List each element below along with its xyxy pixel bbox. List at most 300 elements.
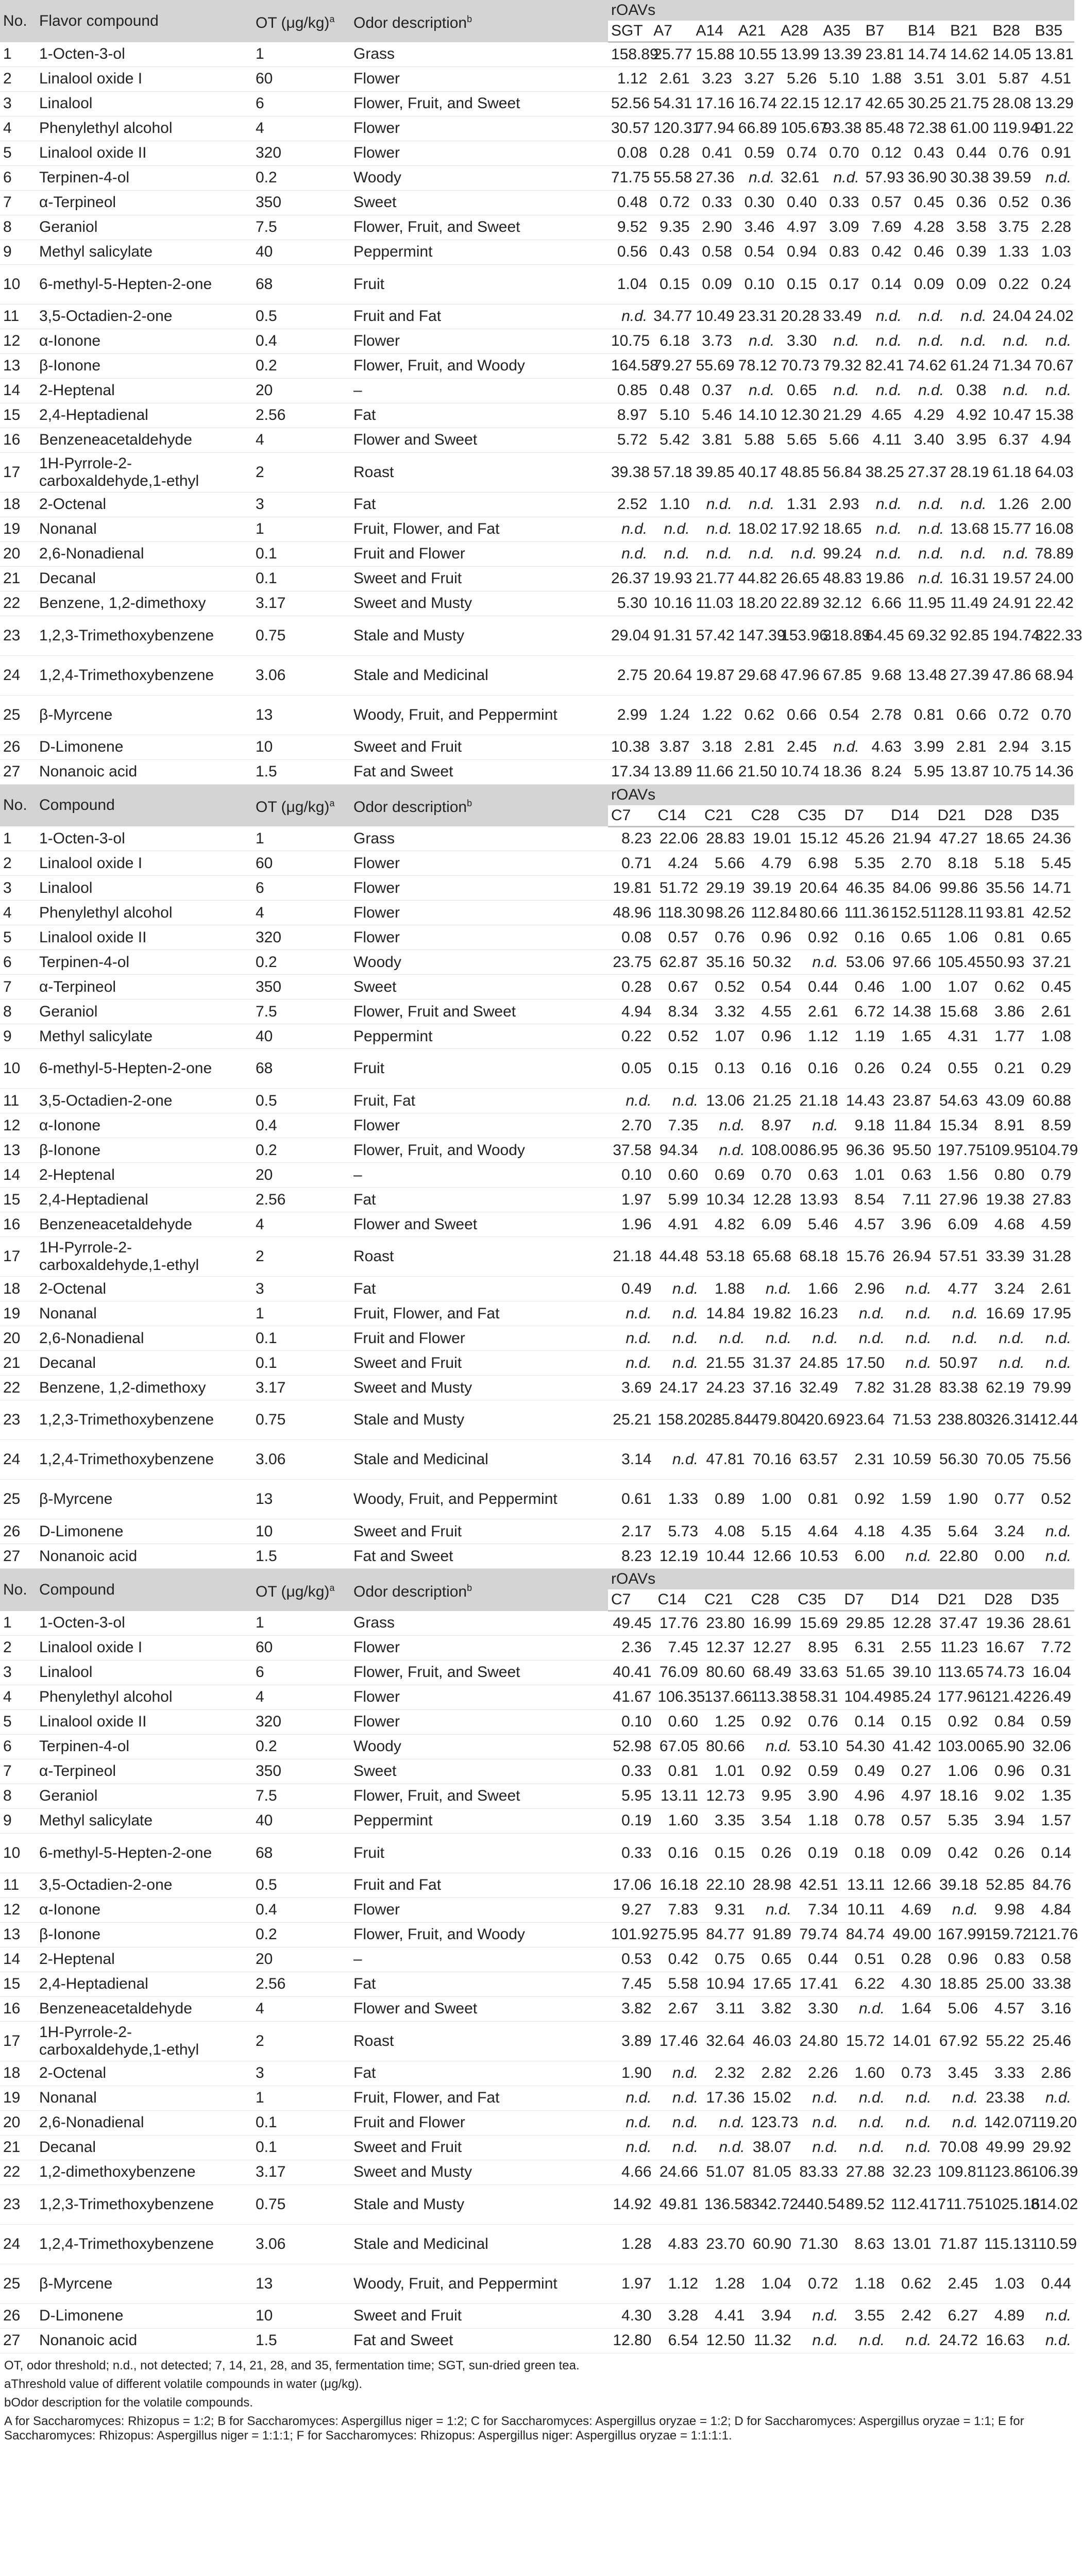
cell-roav: 24.00: [1032, 566, 1074, 591]
header-roavs: rOAVs: [608, 785, 1074, 805]
cell-roav: 84.06: [888, 876, 935, 901]
cell-roav: 12.37: [701, 1635, 748, 1660]
cell-roav: 65.68: [748, 1237, 795, 1277]
cell-roav: 1.33: [989, 240, 1032, 264]
cell-roav: 0.76: [989, 141, 1032, 165]
cell-roav: 29.19: [701, 876, 748, 901]
cell-roav: 121.76: [1028, 1922, 1075, 1947]
table-row: [0, 66, 1074, 91]
cell-compound: 2-Octenal: [36, 492, 252, 517]
cell-roav: 36.90: [905, 165, 947, 190]
cell-roav: 3.54: [748, 1808, 795, 1833]
cell-roav: n.d.: [905, 304, 947, 329]
cell-roav: 0.89: [701, 1480, 748, 1519]
cell-roav: 0.79: [1028, 1163, 1075, 1188]
cell-roav: 9.02: [981, 1784, 1028, 1808]
cell-roav: 0.80: [981, 1163, 1028, 1188]
cell-roav: 7.45: [608, 1972, 655, 1996]
cell-roav: 7.45: [655, 1635, 702, 1660]
column-header: A14: [693, 21, 735, 42]
cell-roav: 79.99: [1028, 1376, 1075, 1400]
table-row: [0, 1922, 1074, 1947]
cell-roav: 86.95: [794, 1138, 841, 1163]
cell-roav: n.d.: [650, 541, 692, 566]
cell-roav: 25.46: [1028, 2021, 1075, 2061]
cell-roav: 121.42: [981, 1685, 1028, 1709]
cell-roav: 21.75: [947, 91, 989, 116]
cell-roav: 0.92: [748, 1759, 795, 1784]
cell-roav: 70.05: [981, 1440, 1028, 1480]
cell-roav: 53.10: [794, 1734, 841, 1759]
cell-compound: Phenylethyl alcohol: [36, 1685, 252, 1709]
cell-roav: 1.12: [655, 2264, 702, 2303]
cell-roav: 2.86: [1028, 2061, 1075, 2086]
cell-roav: 3.32: [701, 999, 748, 1024]
cell-compound: 2-Heptenal: [36, 378, 252, 403]
cell-roav: 0.15: [777, 264, 820, 304]
table-row: [0, 1138, 1074, 1163]
table-row: [0, 452, 1074, 492]
cell-roav: 322.33: [1032, 616, 1074, 655]
cell-roav: 8.18: [935, 851, 982, 876]
cell-roav: 1.96: [608, 1212, 655, 1237]
column-header: B28: [989, 21, 1032, 42]
cell-roav: n.d.: [888, 2086, 935, 2110]
cell-roav: 33.49: [820, 304, 862, 329]
cell-no: 13: [0, 1922, 36, 1947]
cell-roav: 4.96: [841, 1784, 888, 1808]
cell-ot: 0.2: [252, 1138, 350, 1163]
cell-no: 19: [0, 517, 36, 541]
cell-roav: 3.15: [1032, 735, 1074, 759]
cell-roav: n.d.: [1032, 329, 1074, 353]
cell-roav: 70.67: [1032, 353, 1074, 378]
table-row: [0, 428, 1074, 452]
cell-roav: 68.18: [794, 1237, 841, 1277]
cell-roav: 15.88: [693, 42, 735, 67]
cell-odor: Fruit, Fat: [350, 1089, 608, 1113]
cell-roav: 4.59: [1028, 1212, 1075, 1237]
cell-roav: 0.96: [748, 925, 795, 950]
cell-roav: 2.00: [1032, 492, 1074, 517]
cell-roav: 0.83: [820, 240, 862, 264]
cell-roav: 0.19: [608, 1808, 655, 1833]
table-row: [0, 91, 1074, 116]
cell-ot: 68: [252, 264, 350, 304]
column-header: D35: [1028, 1589, 1075, 1611]
cell-ot: 4: [252, 1996, 350, 2021]
cell-roav: 0.24: [888, 1049, 935, 1089]
cell-roav: 16.99: [748, 1611, 795, 1636]
cell-roav: n.d.: [935, 2110, 982, 2135]
cell-odor: Fruit and Flower: [350, 2110, 608, 2135]
cell-roav: 0.16: [841, 925, 888, 950]
cell-roav: 52.85: [981, 1873, 1028, 1897]
cell-roav: 152.51: [888, 901, 935, 925]
cell-ot: 0.4: [252, 329, 350, 353]
cell-roav: 1.90: [608, 2061, 655, 2086]
cell-roav: 37.58: [608, 1138, 655, 1163]
cell-roav: n.d.: [841, 1326, 888, 1351]
cell-roav: 51.65: [841, 1660, 888, 1685]
cell-no: 26: [0, 2303, 36, 2328]
table-row: [0, 876, 1074, 901]
cell-roav: 26.49: [1028, 1685, 1075, 1709]
cell-roav: 60.88: [1028, 1089, 1075, 1113]
cell-ot: 350: [252, 975, 350, 999]
cell-roav: 6.00: [841, 1544, 888, 1569]
cell-roav: 4.82: [701, 1212, 748, 1237]
cell-roav: 14.10: [735, 403, 777, 428]
cell-roav: 19.81: [608, 876, 655, 901]
cell-roav: 14.36: [1032, 759, 1074, 784]
table-row: [0, 1519, 1074, 1544]
cell-roav: 24.80: [794, 2021, 841, 2061]
cell-roav: 0.28: [650, 141, 692, 165]
cell-ot: 20: [252, 1163, 350, 1188]
cell-no: 7: [0, 1759, 36, 1784]
cell-roav: 10.75: [989, 759, 1032, 784]
cell-odor: Roast: [350, 2021, 608, 2061]
cell-compound: 2,4-Heptadienal: [36, 403, 252, 428]
header-ot: [252, 0, 350, 42]
table-row: [0, 591, 1074, 616]
cell-ot: 2.56: [252, 1188, 350, 1212]
cell-roav: 21.29: [820, 403, 862, 428]
cell-roav: 67.05: [655, 1734, 702, 1759]
cell-roav: n.d.: [989, 378, 1032, 403]
cell-roav: 74.73: [981, 1660, 1028, 1685]
cell-roav: 91.89: [748, 1922, 795, 1947]
cell-ot: 0.1: [252, 1326, 350, 1351]
cell-roav: 13.39: [820, 42, 862, 67]
header-row: [0, 785, 1074, 805]
cell-roav: 21.50: [735, 759, 777, 784]
column-header: C35: [794, 805, 841, 827]
cell-roav: n.d.: [863, 378, 905, 403]
cell-roav: 0.49: [841, 1759, 888, 1784]
cell-no: 18: [0, 2061, 36, 2086]
cell-roav: 21.94: [888, 826, 935, 851]
cell-odor: Fat: [350, 492, 608, 517]
header-ot-sup: a: [329, 13, 335, 24]
cell-roav: 4.30: [608, 2303, 655, 2328]
cell-roav: 4.68: [981, 1212, 1028, 1237]
cell-roav: 1.26: [989, 492, 1032, 517]
cell-compound: Phenylethyl alcohol: [36, 116, 252, 141]
cell-ot: 1.5: [252, 759, 350, 784]
cell-roav: 2.78: [863, 695, 905, 735]
header-odor: [350, 1569, 608, 1611]
cell-roav: 24.17: [655, 1376, 702, 1400]
cell-roav: 13.11: [841, 1873, 888, 1897]
cell-ot: 0.2: [252, 1922, 350, 1947]
cell-roav: 3.09: [820, 215, 862, 240]
cell-roav: 285.84: [701, 1400, 748, 1440]
cell-compound: Nonanoic acid: [36, 759, 252, 784]
column-header: D21: [935, 805, 982, 827]
cell-compound: 1-Octen-3-ol: [36, 1611, 252, 1636]
header-ot-label: OT (μg/kg): [256, 14, 330, 31]
cell-roav: 22.15: [777, 91, 820, 116]
cell-roav: 31.37: [748, 1351, 795, 1376]
cell-roav: 105.45: [935, 950, 982, 975]
cell-roav: 28.98: [748, 1873, 795, 1897]
cell-roav: 32.12: [820, 591, 862, 616]
cell-roav: 0.92: [794, 925, 841, 950]
cell-no: 18: [0, 492, 36, 517]
cell-roav: 80.66: [794, 901, 841, 925]
cell-roav: n.d.: [905, 541, 947, 566]
cell-no: 23: [0, 1400, 36, 1440]
cell-no: 17: [0, 1237, 36, 1277]
cell-roav: 17.16: [693, 91, 735, 116]
cell-no: 11: [0, 1089, 36, 1113]
cell-compound: Nonanal: [36, 1301, 252, 1326]
cell-roav: 0.72: [794, 2264, 841, 2303]
cell-roav: 0.14: [841, 1709, 888, 1734]
cell-roav: 26.37: [608, 566, 650, 591]
cell-roav: 5.18: [981, 851, 1028, 876]
cell-roav: 29.04: [608, 616, 650, 655]
cell-odor: Sweet and Fruit: [350, 2135, 608, 2160]
cell-roav: 89.52: [841, 2184, 888, 2224]
cell-compound: 2-Octenal: [36, 2061, 252, 2086]
cell-roav: 37.21: [1028, 950, 1075, 975]
cell-roav: 1.64: [888, 1996, 935, 2021]
cell-roav: 1.28: [701, 2264, 748, 2303]
cell-roav: 0.09: [693, 264, 735, 304]
cell-roav: 0.70: [1032, 695, 1074, 735]
cell-roav: 0.71: [608, 851, 655, 876]
cell-roav: 6.72: [841, 999, 888, 1024]
roav-table: [0, 785, 1078, 1569]
cell-odor: Stale and Medicinal: [350, 2224, 608, 2264]
cell-compound: 6-methyl-5-Hepten-2-one: [36, 1833, 252, 1873]
cell-roav: 17.41: [794, 1972, 841, 1996]
cell-roav: 0.54: [820, 695, 862, 735]
cell-roav: 1.60: [841, 2061, 888, 2086]
table-row: [0, 735, 1074, 759]
cell-roav: 1.01: [701, 1759, 748, 1784]
cell-roav: 3.28: [655, 2303, 702, 2328]
cell-odor: Fruit, Flower, and Fat: [350, 517, 608, 541]
cell-roav: 4.91: [655, 1212, 702, 1237]
cell-roav: 0.42: [863, 240, 905, 264]
header-ot-sup: a: [329, 798, 335, 809]
cell-roav: 1.25: [701, 1709, 748, 1734]
cell-roav: 53.06: [841, 950, 888, 975]
cell-roav: 318.89: [820, 616, 862, 655]
cell-roav: 2.90: [693, 215, 735, 240]
cell-roav: 0.62: [981, 975, 1028, 999]
header-compound: Flavor compound: [36, 0, 252, 42]
cell-odor: Flower: [350, 1685, 608, 1709]
header-odor-label: Odor description: [353, 14, 467, 31]
cell-roav: 5.10: [650, 403, 692, 428]
cell-roav: 0.81: [905, 695, 947, 735]
cell-compound: 2-Heptenal: [36, 1163, 252, 1188]
cell-roav: 19.57: [989, 566, 1032, 591]
cell-no: 6: [0, 165, 36, 190]
cell-roav: n.d.: [608, 304, 650, 329]
cell-roav: 12.17: [820, 91, 862, 116]
cell-roav: 0.70: [820, 141, 862, 165]
cell-compound: Decanal: [36, 1351, 252, 1376]
cell-roav: n.d.: [935, 1301, 982, 1326]
cell-ot: 13: [252, 1480, 350, 1519]
cell-no: 6: [0, 1734, 36, 1759]
cell-roav: 99.86: [935, 876, 982, 901]
cell-roav: 136.58: [701, 2184, 748, 2224]
cell-roav: 2.45: [777, 735, 820, 759]
cell-roav: 10.16: [650, 591, 692, 616]
cell-roav: 4.41: [701, 2303, 748, 2328]
cell-roav: 46.03: [748, 2021, 795, 2061]
cell-roav: 101.92: [608, 1922, 655, 1947]
cell-roav: 70.73: [777, 353, 820, 378]
cell-roav: 0.38: [947, 378, 989, 403]
cell-compound: Nonanoic acid: [36, 1544, 252, 1569]
cell-roav: n.d.: [888, 1544, 935, 1569]
cell-roav: 37.16: [748, 1376, 795, 1400]
cell-roav: 14.71: [1028, 876, 1075, 901]
cell-roav: 85.24: [888, 1685, 935, 1709]
cell-roav: 29.85: [841, 1611, 888, 1636]
cell-roav: 1.97: [608, 2264, 655, 2303]
cell-roav: 0.76: [701, 925, 748, 950]
cell-roav: 2.81: [735, 735, 777, 759]
cell-roav: 47.86: [989, 655, 1032, 695]
cell-roav: 3.82: [608, 1996, 655, 2021]
cell-roav: 39.59: [989, 165, 1032, 190]
cell-roav: 72.38: [905, 116, 947, 141]
cell-roav: 0.39: [947, 240, 989, 264]
cell-roav: 158.20: [655, 1400, 702, 1440]
table-row: [0, 2224, 1074, 2264]
header-odor-sup: b: [467, 798, 472, 809]
cell-roav: 78.89: [1032, 541, 1074, 566]
cell-compound: 1H-Pyrrole-2-carboxaldehyde,1-ethyl: [36, 452, 252, 492]
cell-roav: 0.21: [981, 1049, 1028, 1089]
cell-odor: Fruit: [350, 1833, 608, 1873]
column-header: D28: [981, 1589, 1028, 1611]
cell-ot: 4: [252, 428, 350, 452]
cell-roav: 1.66: [794, 1277, 841, 1301]
cell-compound: Benzeneacetaldehyde: [36, 1212, 252, 1237]
cell-roav: 5.72: [608, 428, 650, 452]
header-no: No.: [0, 0, 36, 42]
cell-roav: 10.47: [989, 403, 1032, 428]
cell-roav: n.d.: [693, 541, 735, 566]
cell-roav: 5.35: [841, 851, 888, 876]
cell-roav: 0.83: [981, 1947, 1028, 1972]
table-row: [0, 1635, 1074, 1660]
cell-roav: 8.91: [981, 1113, 1028, 1138]
cell-roav: 80.66: [701, 1734, 748, 1759]
column-header: B14: [905, 21, 947, 42]
column-header: D14: [888, 805, 935, 827]
cell-roav: 8.97: [608, 403, 650, 428]
cell-roav: n.d.: [888, 2135, 935, 2160]
cell-compound: 1,2,4-Trimethoxybenzene: [36, 2224, 252, 2264]
cell-roav: 0.65: [777, 378, 820, 403]
cell-compound: 2,4-Heptadienal: [36, 1972, 252, 1996]
cell-roav: 0.19: [794, 1833, 841, 1873]
table-row: [0, 1544, 1074, 1569]
cell-roav: 0.46: [905, 240, 947, 264]
cell-roav: 2.75: [608, 655, 650, 695]
cell-roav: 77.94: [693, 116, 735, 141]
cell-roav: 25.00: [981, 1972, 1028, 1996]
cell-odor: Sweet and Fruit: [350, 566, 608, 591]
cell-roav: 0.16: [748, 1049, 795, 1089]
cell-roav: 5.15: [748, 1519, 795, 1544]
cell-odor: Fruit: [350, 1049, 608, 1089]
cell-no: 27: [0, 1544, 36, 1569]
cell-odor: Flower and Sweet: [350, 1212, 608, 1237]
cell-roav: 13.87: [947, 759, 989, 784]
cell-roav: 0.40: [777, 190, 820, 215]
column-header: A7: [650, 21, 692, 42]
table-row: [0, 655, 1074, 695]
cell-roav: n.d.: [794, 2303, 841, 2328]
cell-roav: 23.81: [863, 42, 905, 67]
cell-roav: 44.82: [735, 566, 777, 591]
cell-odor: Flower: [350, 1635, 608, 1660]
cell-roav: 0.48: [608, 190, 650, 215]
cell-ot: 4: [252, 901, 350, 925]
cell-compound: Linalool oxide II: [36, 1709, 252, 1734]
cell-roav: 3.94: [748, 2303, 795, 2328]
cell-roav: 14.84: [701, 1301, 748, 1326]
cell-compound: Benzene, 1,2-dimethoxy: [36, 1376, 252, 1400]
cell-roav: 3.33: [981, 2061, 1028, 2086]
cell-roav: n.d.: [1028, 2328, 1075, 2353]
cell-roav: n.d.: [1028, 1544, 1075, 1569]
cell-roav: 115.13: [981, 2224, 1028, 2264]
cell-no: 25: [0, 1480, 36, 1519]
table-block: [0, 785, 1078, 1569]
cell-ot: 1: [252, 1611, 350, 1636]
cell-odor: Fat and Sweet: [350, 759, 608, 784]
cell-roav: 82.41: [863, 353, 905, 378]
cell-roav: 5.42: [650, 428, 692, 452]
header-odor: [350, 0, 608, 42]
cell-no: 17: [0, 2021, 36, 2061]
cell-odor: Fat: [350, 1188, 608, 1212]
cell-roav: n.d.: [608, 2135, 655, 2160]
cell-roav: 4.18: [841, 1519, 888, 1544]
cell-compound: α-Ionone: [36, 329, 252, 353]
cell-roav: 49.99: [981, 2135, 1028, 2160]
cell-no: 14: [0, 378, 36, 403]
cell-no: 10: [0, 264, 36, 304]
cell-roav: 8.59: [1028, 1113, 1075, 1138]
cell-roav: 0.05: [608, 1049, 655, 1089]
cell-roav: 0.24: [1032, 264, 1074, 304]
cell-roav: 2.32: [701, 2061, 748, 2086]
cell-roav: n.d.: [735, 541, 777, 566]
cell-roav: 4.97: [777, 215, 820, 240]
cell-compound: 3,5-Octadien-2-one: [36, 304, 252, 329]
cell-compound: 1H-Pyrrole-2-carboxaldehyde,1-ethyl: [36, 2021, 252, 2061]
cell-roav: 79.27: [650, 353, 692, 378]
cell-roav: 20.64: [650, 655, 692, 695]
cell-odor: Woody: [350, 1734, 608, 1759]
cell-roav: 0.69: [701, 1163, 748, 1188]
cell-roav: 10.34: [701, 1188, 748, 1212]
